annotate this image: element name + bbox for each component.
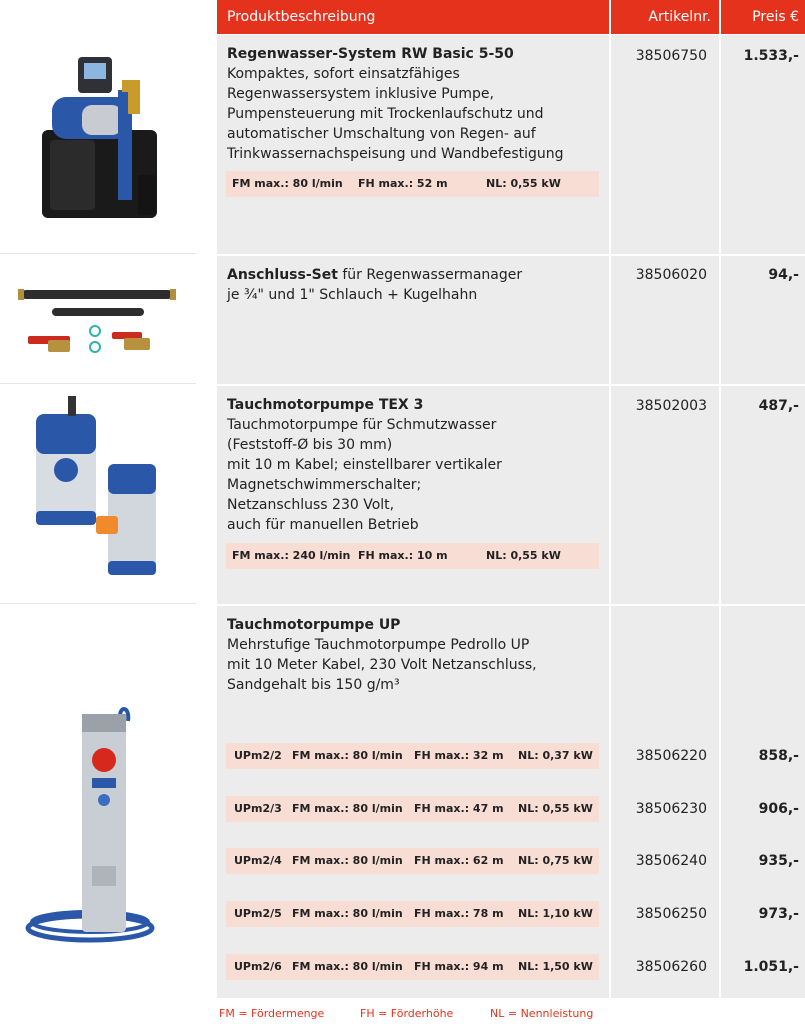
product-image-cell: [0, 35, 196, 254]
variant-spec-bar: [226, 743, 599, 769]
spec-fm: FM max.: 80 l/min: [292, 854, 403, 867]
product-description-cell: [217, 256, 609, 384]
spec-bar: [226, 171, 599, 197]
product-desc-line: Mehrstufige Tauchmotorpumpe Pedrollo UP: [227, 637, 530, 653]
product-desc-line: Kompaktes, sofort einsatzfähiges: [227, 66, 460, 82]
product-desc-line: Tauchmotorpumpe für Schmutzwasser: [227, 417, 497, 433]
variant-model: UPm2/2: [234, 749, 282, 762]
product-desc-line: Sandgehalt bis 150 g/m³: [227, 677, 400, 693]
product-title-line: [227, 265, 599, 285]
price: 94,-: [768, 267, 799, 283]
product-image-cell: [0, 386, 196, 604]
product-title-suffix: für Regenwassermanager: [337, 267, 523, 283]
article-number: 38506750: [635, 48, 707, 64]
product-desc-line: mit 10 m Kabel; einstellbarer vertikaler: [227, 457, 502, 473]
product-desc-line: Magnetschwimmerschalter;: [227, 477, 422, 493]
product-row: [0, 386, 805, 604]
legend-fh: FH = Förderhöhe: [360, 1007, 454, 1020]
spec-fh: FH max.: 32 m: [414, 749, 504, 762]
spec-nl: NL: 0,55 kW: [486, 549, 561, 562]
price: 1.051,-: [743, 959, 799, 975]
product-row: [0, 256, 805, 384]
spec-fm: FM max.: 80 l/min: [292, 749, 403, 762]
variant-model: UPm2/6: [234, 960, 282, 973]
spec-fm: FM max.: 80 l/min: [292, 802, 403, 815]
article-number: 38506020: [635, 267, 707, 283]
price: 1.533,-: [743, 48, 799, 64]
product-desc-line: Regenwassersystem inklusive Pumpe,: [227, 86, 494, 102]
product-image-cell: [0, 256, 196, 384]
product-desc-line: je ¾" und 1" Schlauch + Kugelhahn: [227, 287, 478, 303]
article-number: 38506240: [635, 853, 707, 869]
article-number: 38506260: [635, 959, 707, 975]
product-desc-line: auch für manuellen Betrieb: [227, 517, 419, 533]
price: 858,-: [758, 748, 799, 764]
product-desc-line: Netzanschluss 230 Volt,: [227, 497, 395, 513]
variant-spec-bar: [226, 848, 599, 874]
spec-fh: FH max.: 78 m: [414, 907, 504, 920]
article-number: 38502003: [635, 398, 707, 414]
variant-model: UPm2/3: [234, 802, 282, 815]
product-row: [0, 606, 805, 998]
product-desc-line: automatischer Umschaltung von Regen- auf: [227, 126, 536, 142]
spec-fh: FH max.: 47 m: [414, 802, 504, 815]
price: 935,-: [758, 853, 799, 869]
spec-fm: FM max.: 80 l/min: [292, 960, 403, 973]
price: 906,-: [758, 801, 799, 817]
product-title: Tauchmotorpumpe TEX 3: [227, 397, 424, 413]
spec-fh: FH max.: 52 m: [358, 177, 448, 190]
header-price: Preis €: [721, 0, 805, 34]
spec-nl: NL: 0,75 kW: [518, 854, 593, 867]
spec-fh: FH max.: 94 m: [414, 960, 504, 973]
spec-fm: FM max.: 80 l/min: [232, 177, 343, 190]
spec-nl: NL: 0,55 kW: [518, 802, 593, 815]
product-desc-line: Trinkwassernachspeisung und Wandbefestigung: [227, 146, 564, 162]
spec-nl: NL: 0,55 kW: [486, 177, 561, 190]
variant-spec-bar: [226, 796, 599, 822]
product-description-cell: [217, 35, 609, 254]
spec-fm: FM max.: 240 l/min: [232, 549, 351, 562]
spec-bar: [226, 543, 599, 569]
price: 487,-: [758, 398, 799, 414]
product-title: Tauchmotorpumpe UP: [227, 617, 401, 633]
price: 973,-: [758, 906, 799, 922]
connection-set-image: [0, 256, 196, 384]
product-description-cell: [217, 386, 609, 604]
header-article: Artikelnr.: [611, 0, 719, 34]
article-number: 38506250: [635, 906, 707, 922]
product-desc-line: (Feststoff-Ø bis 30 mm): [227, 437, 393, 453]
spec-nl: NL: 1,50 kW: [518, 960, 593, 973]
product-desc-line: Pumpensteuerung mit Trockenlaufschutz und: [227, 106, 544, 122]
variant-spec-bar: [226, 954, 599, 980]
article-number: 38506220: [635, 748, 707, 764]
spec-nl: NL: 0,37 kW: [518, 749, 593, 762]
rainwater-system-image: [0, 35, 196, 254]
spec-nl: NL: 1,10 kW: [518, 907, 593, 920]
article-number: 38506230: [635, 801, 707, 817]
up-pump-image: [0, 606, 196, 998]
tex-pump-image: [0, 386, 196, 604]
product-image-cell: [0, 606, 196, 998]
spec-fh: FH max.: 10 m: [358, 549, 448, 562]
table-header: [0, 0, 805, 34]
variant-model: UPm2/5: [234, 907, 282, 920]
legend-fm: FM = Fördermenge: [219, 1007, 325, 1020]
product-desc-line: mit 10 Meter Kabel, 230 Volt Netzanschluss,: [227, 657, 537, 673]
spec-fm: FM max.: 80 l/min: [292, 907, 403, 920]
legend-nl: NL = Nennleistung: [490, 1007, 594, 1020]
header-description: Produktbeschreibung: [217, 0, 609, 34]
variant-model: UPm2/4: [234, 854, 282, 867]
spec-fh: FH max.: 62 m: [414, 854, 504, 867]
product-title: Regenwasser-System RW Basic 5-50: [227, 46, 514, 62]
product-title: Anschluss-Set: [227, 267, 338, 283]
product-row: [0, 35, 805, 254]
variant-spec-bar: [226, 901, 599, 927]
